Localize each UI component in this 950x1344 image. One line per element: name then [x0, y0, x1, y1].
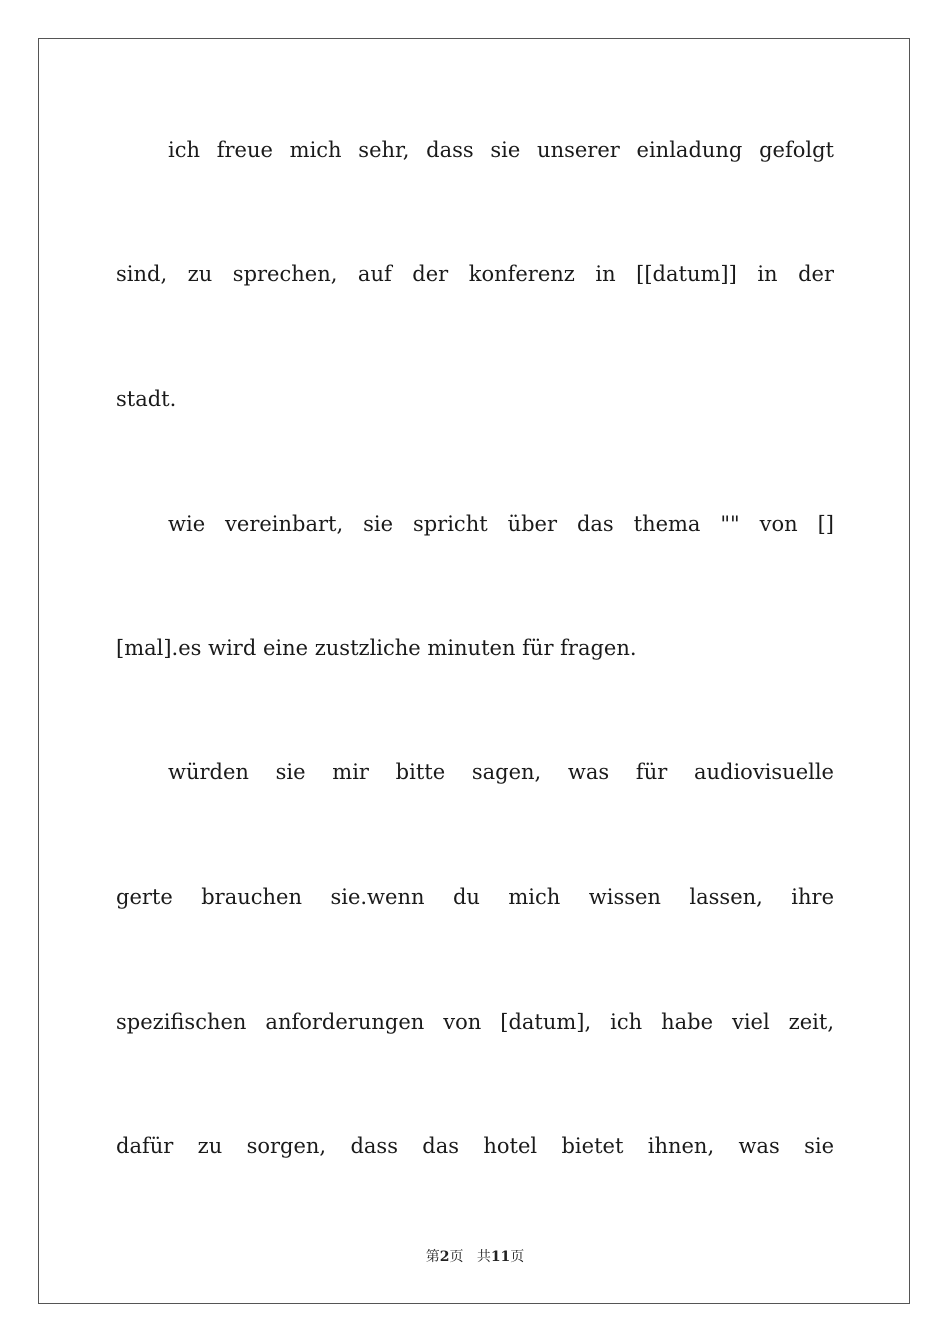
body-text-line-7: gerte brauchen sie.wenn du mich wissen lassen, ihre: [116, 885, 834, 909]
footer-total-pages: 11: [490, 1249, 511, 1265]
page-footer: [0, 1247, 950, 1267]
body-text-line-8: spezifischen anforderungen von [datum], ich habe viel zeit,: [116, 1010, 834, 1034]
page-border: [38, 38, 910, 1304]
body-text-line-4: wie vereinbart, sie spricht über das thema "" von []: [168, 512, 834, 536]
body-text-line-5: [mal].es wird eine zustzliche minuten für fragen.: [116, 636, 637, 660]
footer-total-prefix: 共: [476, 1249, 491, 1265]
footer-page-word: 页: [449, 1249, 464, 1265]
footer-prefix: 第: [425, 1249, 440, 1265]
body-text-line-1: ich freue mich sehr, dass sie unserer einladung gefolgt: [168, 138, 834, 162]
footer-current-page: 2: [439, 1249, 450, 1265]
footer-total-word: 页: [510, 1249, 525, 1265]
body-text-line-2: sind, zu sprechen, auf der konferenz in [[datum]] in der: [116, 262, 834, 286]
body-text-line-9: dafür zu sorgen, dass das hotel bietet ihnen, was sie: [116, 1134, 834, 1158]
body-text-line-3: stadt.: [116, 387, 177, 411]
body-text-line-6: würden sie mir bitte sagen, was für audiovisuelle: [168, 760, 834, 784]
